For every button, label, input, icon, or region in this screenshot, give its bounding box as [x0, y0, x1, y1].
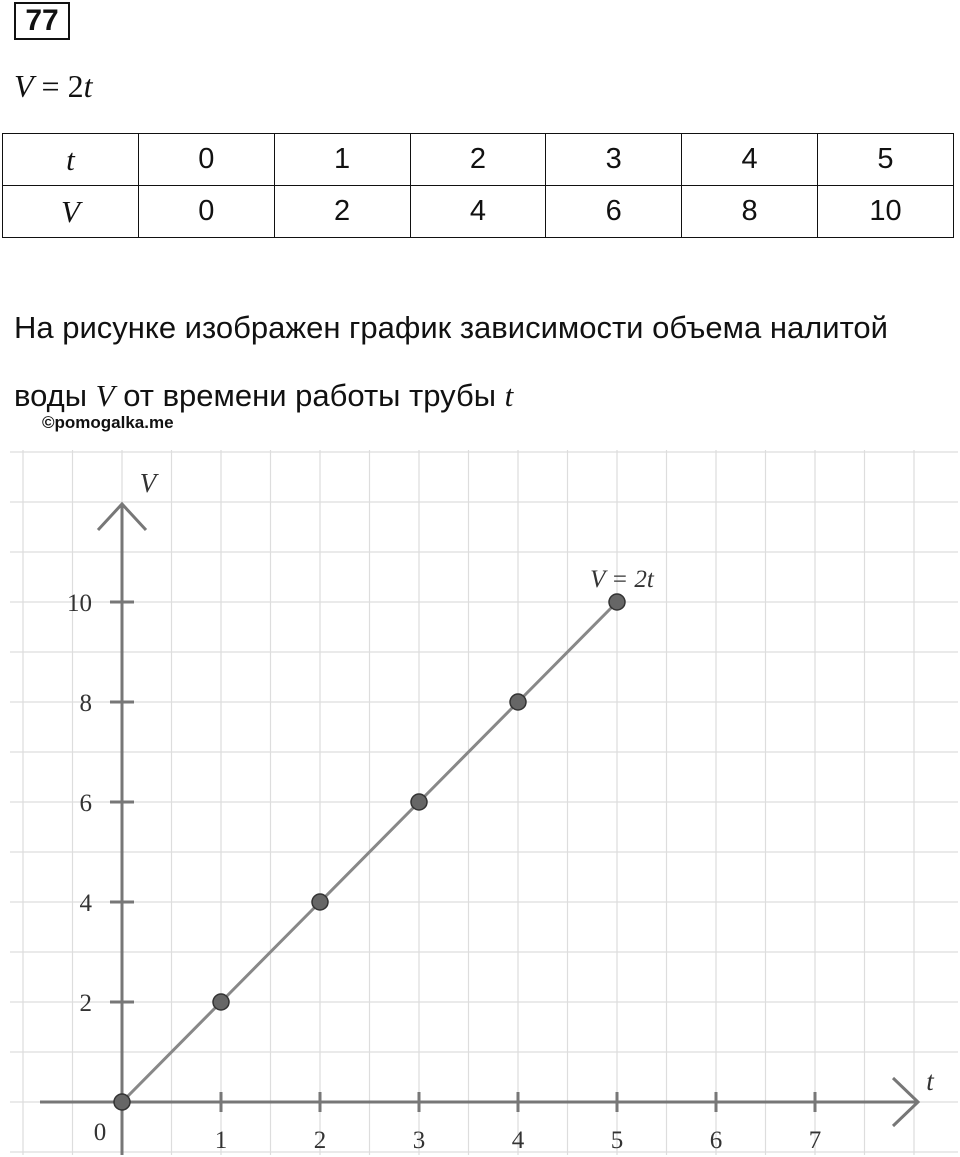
formula-lhs: V: [14, 68, 34, 104]
formula: [14, 68, 92, 105]
x-tick-label: 6: [709, 1127, 723, 1154]
table-cell: 8: [682, 186, 818, 238]
y-tick-label: 4: [79, 890, 92, 917]
watermark: ©pomogalka.me: [42, 413, 174, 432]
table-cell: 2: [274, 186, 410, 238]
table-cell: 6: [546, 186, 682, 238]
row-label-t: t: [3, 134, 139, 186]
table-cell: 5: [817, 134, 953, 186]
x-tick-label: 2: [313, 1127, 327, 1154]
y-tick-label: 2: [79, 990, 92, 1017]
table-row-v: [3, 186, 954, 238]
values-table: [2, 133, 954, 238]
line-chart: [0, 440, 960, 1157]
data-point: [213, 994, 229, 1010]
y-tick-label: 6: [79, 790, 92, 817]
y-tick-label: 8: [79, 690, 92, 717]
table-cell: 0: [138, 134, 274, 186]
formula-eq: = 2: [33, 68, 84, 104]
desc-var-v: V: [95, 378, 115, 413]
data-point: [609, 594, 625, 610]
table-cell: 10: [817, 186, 953, 238]
table-cell: 1: [274, 134, 410, 186]
data-point: [312, 894, 328, 910]
desc-text-a: воды: [14, 378, 96, 413]
y-tick-label: 10: [67, 590, 92, 617]
table-row-t: [3, 134, 954, 186]
problem-number: 77: [14, 2, 70, 40]
table-cell: 2: [410, 134, 546, 186]
row-label-v: V: [3, 186, 139, 238]
desc-var-t: t: [504, 378, 514, 413]
x-tick-label: 1: [214, 1127, 228, 1154]
desc-text-b: от времени работы трубы: [114, 378, 505, 413]
x-tick-label: 7: [808, 1127, 822, 1154]
table-cell: 3: [546, 134, 682, 186]
table-cell: 4: [682, 134, 818, 186]
x-tick-label: 5: [610, 1127, 624, 1154]
table-cell: 0: [138, 186, 274, 238]
formula-var: t: [83, 68, 93, 104]
x-tick-label: 3: [412, 1127, 426, 1154]
table-cell: 4: [410, 186, 546, 238]
description-line-1: На рисунке изображен график зависимости объема налитой: [14, 310, 888, 345]
y-axis-label: V: [139, 468, 157, 498]
description-line-2: [14, 378, 513, 414]
x-axis-label: t: [926, 1066, 934, 1096]
series-annotation: V = 2t: [590, 566, 654, 593]
data-point: [114, 1094, 130, 1110]
data-point: [411, 794, 427, 810]
origin-label: 0: [93, 1119, 107, 1146]
data-point: [510, 694, 526, 710]
x-tick-label: 4: [511, 1127, 525, 1154]
